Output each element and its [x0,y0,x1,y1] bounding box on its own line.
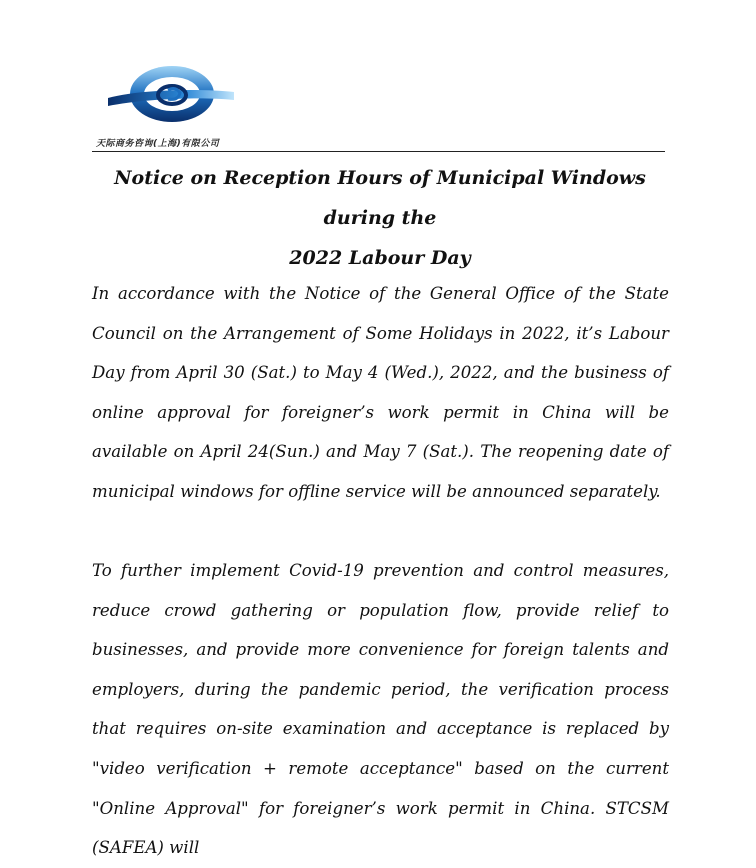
letterhead [0,0,756,160]
header-divider [92,151,665,152]
document-title [80,158,680,278]
paragraph-holiday-arrangement: In accordance with the Notice of the General Office of the State Council on the Arrangement of Some Holidays in 2022, it’s Labour Day from April 30 (Sat.) to May 4 (Wed.), 2022, and the business of online approval for foreigner’s work permit in China will be available on April 24(Sun.) and May 7 (Sat.). The reopening date of municipal windows for offline service will be announced separately. [92,284,669,501]
title-line-2: 2022 Labour Day [289,247,471,269]
company-name-caption: 天际商务咨询(上海)有限公司 [96,139,220,149]
company-logo [106,60,236,128]
paragraph-covid-measures: To further implement Covid-19 prevention and control measures, reduce crowd gathering or population flow, provide relief to businesses, and provide more convenience for foreign talents and employers, during the pandemic period, the verification process that requires on-site examination and acceptance is replaced by "video verification + remote acceptance" based on the current "Online Approval" for foreigner’s work permit in China. STCSM (SAFEA) will [92,561,669,858]
company-globe-logo-icon [106,60,236,128]
title-line-1: Notice on Reception Hours of Municipal Windows during the [114,167,646,229]
